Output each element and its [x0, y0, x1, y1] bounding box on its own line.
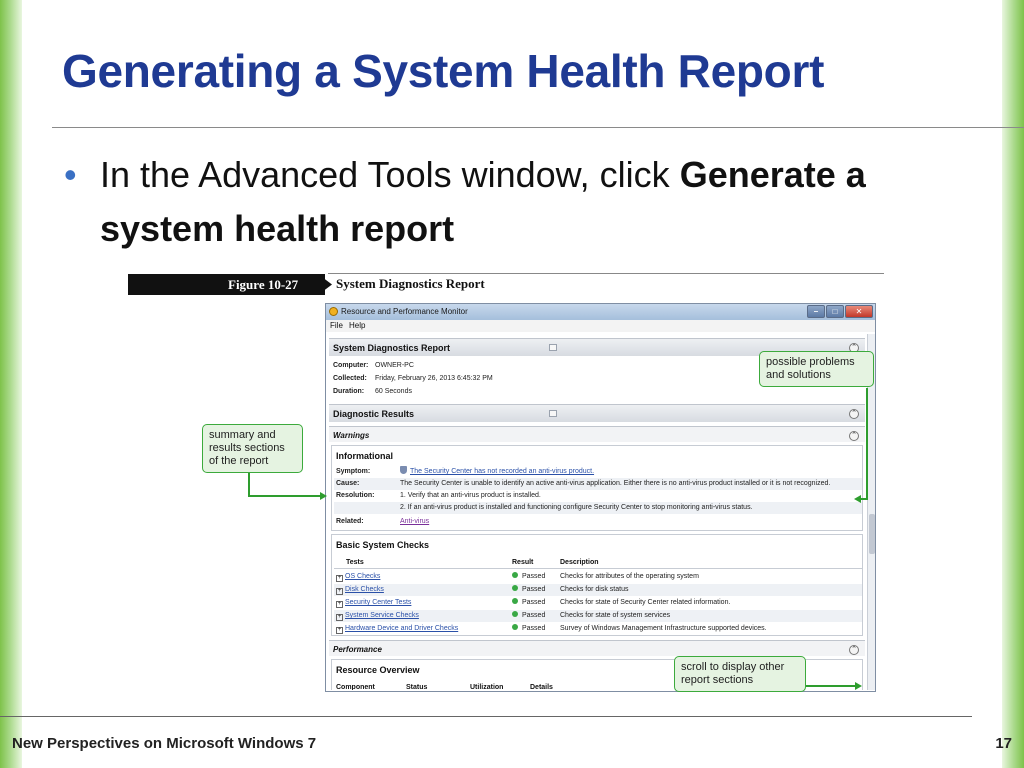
- collapse-performance-icon[interactable]: ⌃: [849, 645, 859, 655]
- page-number: 17: [995, 735, 1012, 752]
- related-row: Related: Anti-virus: [334, 516, 862, 528]
- expand-icon[interactable]: +: [337, 588, 342, 594]
- menu-help[interactable]: Help: [349, 321, 366, 330]
- callout-summary-line-h: [248, 495, 321, 497]
- col-tests: Tests: [346, 559, 364, 566]
- section-icon: [549, 410, 557, 417]
- collected-row: Collected: Friday, February 26, 2013 6:45:32 PM: [333, 375, 493, 382]
- table-row: + System Service Checks Passed Checks for state of system services: [334, 610, 862, 622]
- pass-icon: [512, 572, 518, 578]
- callout-problems-arrow: [854, 495, 861, 503]
- informational-title: Informational: [336, 451, 394, 461]
- callout-problems-tick: [860, 498, 868, 500]
- computer-row: Computer: OWNER-PC: [333, 362, 414, 369]
- expand-icon[interactable]: +: [337, 575, 342, 581]
- right-decor-bar: [1002, 0, 1024, 768]
- window-titlebar[interactable]: [326, 304, 875, 320]
- performance-label: Performance: [333, 645, 382, 654]
- collapse-warnings-icon[interactable]: ⌃: [849, 431, 859, 441]
- resolution-row-2: 2. If an anti-virus product is installed and functioning configure Security Center to stop monitoring anti-virus status.: [334, 502, 862, 514]
- callout-summary: summary and results sections of the report: [202, 424, 303, 473]
- bullet-text: [100, 148, 980, 256]
- col-component: Component: [336, 684, 375, 690]
- col-utilization: Utilization: [470, 684, 504, 690]
- close-button[interactable]: ✕: [845, 305, 873, 318]
- performance-header[interactable]: [329, 640, 865, 656]
- table-divider: [334, 568, 862, 569]
- col-result: Result: [512, 559, 534, 566]
- col-status: Status: [406, 684, 428, 690]
- figure-label-tab: [318, 274, 332, 295]
- duration-row: Duration: 60 Seconds: [333, 388, 412, 395]
- bullet-dot: •: [64, 154, 77, 195]
- minimize-button[interactable]: –: [807, 305, 825, 318]
- informational-box: [331, 445, 863, 531]
- resource-overview-title: Resource Overview: [336, 665, 420, 675]
- footer-course-title: New Perspectives on Microsoft Windows 7: [12, 735, 317, 752]
- warnings-label: Warnings: [333, 431, 370, 440]
- callout-summary-arrow: [320, 492, 327, 500]
- col-details: Details: [530, 684, 553, 690]
- cause-row: Cause: The Security Center is unable to identify an active anti-virus application. Either there is no anti-virus product installed or it is not recognized.: [334, 478, 862, 490]
- pass-icon: [512, 598, 518, 604]
- collapse-diagnostic-icon[interactable]: ⌃: [849, 409, 859, 419]
- symptom-row: Symptom: The Security Center has not recorded an anti-virus product.: [336, 468, 595, 475]
- basic-checks-box: [331, 534, 863, 636]
- bullet-prefix: In the Advanced Tools window, click: [100, 154, 680, 195]
- symptom-link[interactable]: The Security Center has not recorded an anti-virus product.: [410, 468, 595, 475]
- callout-summary-line: [248, 473, 250, 496]
- table-row: + OS Checks Passed Checks for attributes of the operating system: [337, 573, 699, 581]
- window-title: Resource and Performance Monitor: [341, 307, 468, 316]
- bullet-bold-command: Generate a system health report: [100, 154, 866, 249]
- warnings-header[interactable]: [329, 426, 865, 442]
- pass-icon: [512, 611, 518, 617]
- report-content: [329, 334, 865, 690]
- callout-problems: possible problems and solutions: [759, 351, 874, 387]
- table-row: + Hardware Device and Driver Checks Passed Survey of Windows Management Infrastructure supported devices.: [337, 625, 767, 633]
- callout-scroll-line: [806, 685, 856, 687]
- vertical-scrollbar[interactable]: [867, 334, 875, 690]
- callout-scroll: scroll to display other report sections: [674, 656, 806, 692]
- callout-problems-line: [866, 388, 868, 499]
- callout-scroll-arrow: [855, 682, 862, 690]
- diagnostic-results-label: Diagnostic Results: [333, 409, 415, 419]
- related-link[interactable]: Anti-virus: [400, 518, 430, 525]
- shield-icon: [400, 466, 407, 474]
- resolution-row: Resolution: 1. Verify that an anti-virus product is installed.: [336, 492, 541, 499]
- maximize-button[interactable]: □: [826, 305, 844, 318]
- figure-rule: [328, 273, 884, 274]
- menu-file[interactable]: File: [330, 321, 343, 330]
- title-divider: [52, 127, 1024, 128]
- figure-label: Figure 10-27: [128, 274, 325, 295]
- report-header-label: System Diagnostics Report: [333, 343, 451, 353]
- left-decor-bar: [0, 0, 22, 768]
- expand-icon[interactable]: +: [337, 627, 342, 633]
- footer-divider: [0, 716, 972, 717]
- collapse-report-icon[interactable]: ⌃: [849, 343, 859, 353]
- section-icon: [549, 344, 557, 351]
- diagnostic-results-header[interactable]: [329, 404, 865, 422]
- table-row: + Security Center Tests Passed Checks for state of Security Center related information.: [337, 599, 731, 607]
- figure-title: System Diagnostics Report: [336, 276, 485, 291]
- pass-icon: [512, 624, 518, 630]
- expand-icon[interactable]: +: [337, 614, 342, 620]
- basic-checks-title: Basic System Checks: [336, 540, 430, 550]
- expand-icon[interactable]: +: [337, 601, 342, 607]
- col-description: Description: [560, 559, 599, 566]
- menu-bar: [326, 320, 875, 332]
- scrollbar-thumb[interactable]: [869, 514, 875, 554]
- pass-icon: [512, 585, 518, 591]
- monitor-app-icon: [329, 307, 338, 316]
- table-row: + Disk Checks Passed Checks for disk status: [334, 584, 862, 596]
- slide-title: Generating a System Health Report: [62, 45, 825, 97]
